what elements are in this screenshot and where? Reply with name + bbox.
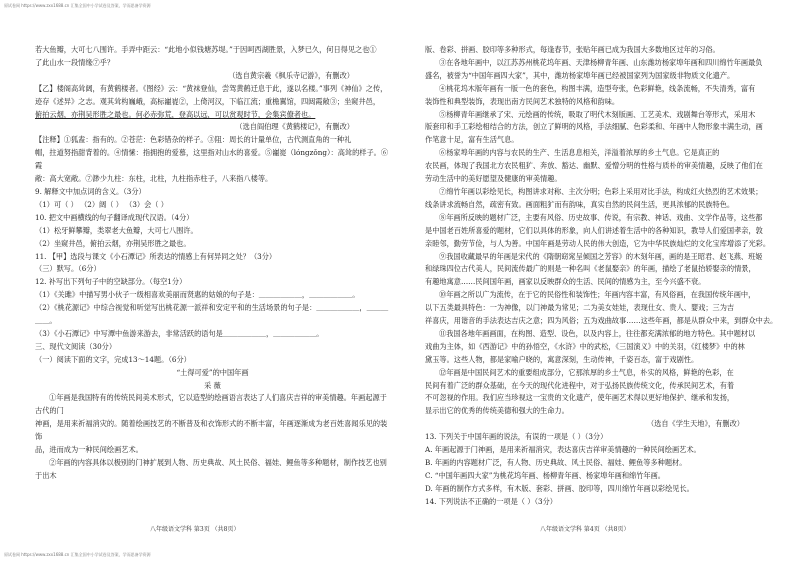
paragraph: 线条讲求流畅自然，疏密有致。画面粗犷而有韵味，真实自然的民间生活，更具浓郁的民族特色。 (425, 199, 735, 209)
page-footer-left: 八年级语文学科 第3页 （共8页） (150, 526, 240, 533)
paragraph: ③在各地年画中，以江苏苏州桃花坞年画、天津杨柳青年画、山东潍坊杨家埠年画和四川绵竹年画最负 (439, 57, 763, 67)
paragraph: 盛名，被誉为“中国年画四大家”，其中，潍坊杨家埠年画已经被国家列为国家级非物质文化遗产。 (425, 70, 735, 80)
paragraph: 劳动生活中的美好愿望及健康的审美情趣。 (425, 174, 562, 184)
paragraph: 有趣地寓意……民间国年画，画家以反映群众的生活、民间的情感为主，至今兴盛不衰。 (425, 277, 706, 287)
question-10-b: （2）坐窥井邑，俯拍云烟，亦荆吴形胜之最也。 (35, 238, 191, 248)
option-c: C. “中国年画四大家”为桃花坞年画、杨柳青年画、杨家埠年画和绵竹年画。 (425, 470, 665, 480)
paragraph: ④桃花坞木版年画有一版一色的套色，构图丰满，造型夸张，色彩鲜艳，线条流畅，不失清秀，富有 (439, 83, 756, 93)
paragraph: ⑫年画是中国民间艺术的重要组成部分，它那浓厚的乡土气息，朴实的风格，鲜艳的色彩，在 (439, 367, 734, 377)
question-9: 9. 解释文中加点词的含义。（3分） (35, 186, 146, 196)
question-11: 11. 【甲】选段与课文《小石潭记》所表达的情感上有何异同之处？（3分） (35, 251, 277, 261)
paragraph: 和绿珠四位古代美人，民间流传最广的则是一种名叫《老鼠娶亲》的年画，描绘了老鼠抬轿娶亲的情景， (425, 264, 756, 274)
underlined-sentence: 俯拍云烟，亦荆吴形胜之最也。何必赤弥荒，登高以远，可以赏观时节，会集宾僚者也。 (35, 109, 316, 119)
question-13: 13. 下列关于中国年画的说法，有误的一项是（ ）（3分） (425, 432, 608, 442)
paragraph: ①年画是我国特有的传统民间美术形式，它以造型的绘画语言表达了人们喜庆吉祥的审美情趣。年画起源于古代的门 (35, 393, 387, 416)
question-14: 14. 下列说法不正确的一项是（ ）（3分） (425, 496, 557, 506)
paragraph: 戏曲为主体，如《西游记》中的孙悟空，《水浒》中的武松，《三国演义》中的关羽，《红楼梦》中的林 (425, 341, 745, 351)
question-9-blanks[interactable]: （1）可（ ） （2）阔（ ） （3）会（ ） (35, 199, 168, 209)
paragraph: 以下五类最具特色：一为神像，以门神最为常见；二为美女娃娃，表现仕女、贵人、婴戏；三为吉 (425, 303, 735, 313)
text-line: 迹存《述异》之志。观其耸构巍峨，高标巃嵸②，上倚河汉，下临江流；重檐翼馆，四闼霞敞③；坐窥井邑， (35, 96, 381, 106)
paragraph: ②年画的内容具体以极别的门神扩展到人物、历史典故、风土民俗、福娃、鲤鱼等多种题材，制作技艺也别于出木 (35, 458, 387, 480)
option-a: A. 年画起源于门神画，是用来祈福消灾，表达喜庆吉祥审美情趣的一种民间绘画艺术。 (425, 445, 701, 455)
left-column (35, 44, 390, 483)
page-footer-right: 八年级语文学科 第4页 （共8页） (540, 526, 630, 533)
article-author: 采 薇 (204, 380, 221, 390)
paragraph: 亲睦邻，勤劳节俭，与人为善。中国年画是劳动人民的伟大创造，它为中华民族灿烂的文化宝库增添了光彩。 (425, 238, 771, 248)
section-subheading: （一）阅读下面的文字，完成13～14题。（6分） (35, 354, 191, 364)
paragraph: 不可忽视的作用。我们应当珍视这一宝贵的文化遗产，使年画艺术得以更好地保护、继承和发扬， (425, 393, 735, 403)
source-note: （选自《学生天地》，有删改） (646, 419, 744, 429)
right-column (425, 44, 780, 509)
paragraph: 是中国老百姓所喜爱的题材，它们以具体的形象，向人们讲述着生活中的各种知识，教导人们爱国孝亲，敦 (425, 225, 763, 235)
paragraph: ⑧年画所反映的题材广泛，主要有风俗、历史故事、传说，有宗教、神话、戏曲、文学作品等，这些都 (439, 212, 763, 222)
text-line: 了此山水一段情缘⑦乎？ (35, 57, 115, 67)
paragraph: ⑤杨柳青年画继承了宋、元绘画的传统，吸取了明代木刻版画、工艺美术、戏剧舞台等形式，采用木 (439, 109, 756, 119)
annotation-line: 【注释】①狐盍：指有的。②苍茫：色彩错杂的样子。③阻：周长的计量单位，古代测直角的一种礼 (35, 135, 352, 145)
option-b: B. 年画的内容题材广泛，有人物、历史典故、风土民俗、福娃、鲤鱼等多种题材。 (425, 458, 687, 467)
section-heading: （三）默写。（6分） (35, 264, 101, 274)
paragraph: 显示出它的优秀的传统美德和强大的生命力。 (425, 406, 569, 416)
page-header: 原试卷网 https://www.zxx1688.cn 汇集全国中小学试卷及答案，学而思备学资源 (4, 3, 151, 8)
source-note: （选自黄宗羲《枫乐寺记游》，有删改） (228, 70, 354, 80)
question-12-b[interactable]: （2）《桃花源记》中综合视觉和听觉写出桃花源一派祥和安定平和的生活场景的句子是：＿＿＿＿＿＿，＿＿＿＿＿。 (35, 303, 389, 326)
paragraph: 农民画，体现了我国北方农民粗犷、奔放、豁达、幽默、爱憎分明的性格与质朴的审美情趣，反映了他们在 (425, 161, 763, 171)
paragraph: ⑦绵竹年画以彩绘见长，构图讲求对称、主次分明；色彩上采用对比手法，构成红火热烈的艺术效果； (439, 186, 763, 196)
question-10-a: （1）松牙鲜攀瓣，类翠老大鱼瓣，大可七八围许。 (35, 225, 198, 235)
page-bottom-header: 原试卷网 https://www.zxx1688.cn 汇集全国中小学试卷及答案，学而思备学资源 (4, 552, 151, 557)
section-heading: 三、现代文阅读（30分） (35, 341, 117, 351)
question-10: 10. 把文中画横线的句子翻译成现代汉语。（4分） (35, 212, 194, 222)
paragraph: 祥喜庆，用谐音的手法表达吉庆之意；四为风俗；五为戏曲故事……这些年画，都是从群众中来，到群众中去。 (425, 316, 778, 326)
paragraph: ⑩年画之所以广为流传，在于它的民俗性和装饰性；年画内容丰富，有风俗画，在我国传统年画中， (439, 290, 756, 300)
paragraph: 版套印和手工彩绘相结合的方法，创立了鲜明的风格，手法细腻、色彩柔和、年画中人物形象丰满生动，画 (425, 122, 763, 132)
paragraph: 作笔意十足，富有生活气息。 (425, 135, 519, 145)
paragraph: 品，进而成为一种民间绘画艺术。 (35, 445, 143, 455)
paragraph: ⑪我国各地年画画面，在构图、造型、设色，以及内容上，往往都充满浓郁的地方特色。其中题材以 (439, 328, 756, 338)
annotation-line: 敞：高大宽敞。⑦渺少九柱：东柱，北柱，九柱指赤柱子，八来指八楼等。 (35, 174, 273, 184)
paragraph: 装饰性和典型装饰，表现出南方民间艺术独特的风格和韵味。 (425, 96, 620, 106)
question-12-a[interactable]: （1）《关雎》中描写男小伙子一级相喜欢美丽而贤惠的姑娘的句子是：＿＿＿＿＿＿，＿＿＿＿＿＿。 (35, 290, 360, 300)
text-line: 若大鱼瓣，大可七八围许。手弄中距云：“此地小似钱塘苏堤。”于因呵西湖胜景，入梦已久，何日得见之也① (35, 45, 377, 54)
question-12-c[interactable]: （3）《小石潭记》中写潭中鱼游来游去，非常活跃的语句是＿＿＿＿＿＿，＿＿＿＿＿＿。 (35, 328, 324, 338)
paragraph: 版、卷彩、拼画、胶印等多种形式，每逢春节，张贴年画已成为我国大多数地区过年的习俗。 (425, 45, 720, 54)
article-title: “土得可爱”的中国年画 (176, 367, 249, 377)
paragraph: ⑨我国收藏最早的年画是宋代的《隋朝窈窕呈倾国之芳容》的木刻年画，画的是王昭君、赵飞燕、班姬 (439, 251, 763, 261)
annotation-line: 帽，拄道努指甜背着的。④情愫：指拥抱的爱慕，这里指对山水的喜爱。⑤巃嵸（lóngzǒng）：高耸的样子。⑥霞 (35, 148, 389, 171)
paragraph: 黛玉等。这些人物，都是家喻户晓的，寓意深刻，生动传神，千姿百态，富于戏剧性。 (425, 354, 699, 364)
paragraph: ⑥杨家埠年画的内容与农民的生产、生活息息相关，洋溢着浓厚的乡土气息。它是真正的 (439, 148, 720, 158)
question-12: 12. 补写出下列句子中的空缺部分。（每空1分） (35, 277, 187, 287)
source-note: （选自阎伯理《黄鹤楼记》，有删改） (235, 122, 354, 132)
option-d: D. 年画的制作方式多样，有木版、套彩、拼画、胶印等，四川绵竹年画以彩绘见长。 (425, 483, 694, 493)
text-line: 【乙】楼阁高耸阔，有黄鹤楼者。《图经》云：“黄袜登仙，尝驾黄鹤迁息于此，遂以名楼。”事列《神仙》之传， (35, 83, 388, 93)
paragraph: 民间有着广泛的群众基础，在今天的现代化进程中，对于弘扬民族传统文化，传承民间艺术，有着 (425, 380, 735, 390)
paragraph: 神画，是用来祈福消灾的。随着绘画技艺的不断普及和衣饰形式的不断丰富，年画逐渐成为老百姓喜闻乐见的装饰 (35, 419, 388, 442)
